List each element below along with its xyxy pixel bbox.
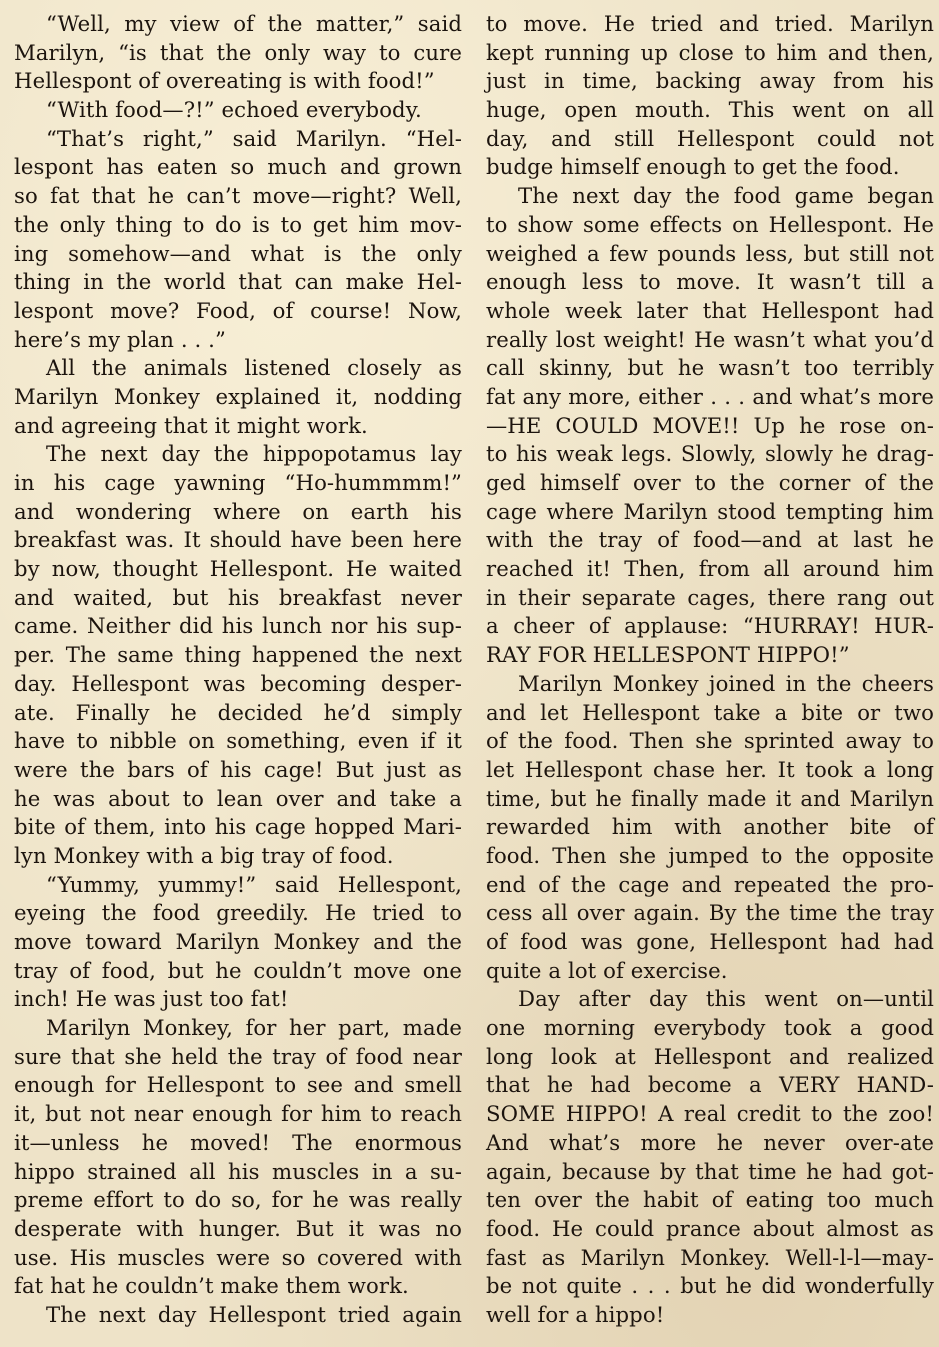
text-line: weighed a few pounds less, but still not (486, 240, 934, 266)
text-line: of food was gone, Hellespont had had (486, 929, 934, 954)
text-line: kept running up close to him and then, (486, 39, 934, 65)
text-line: Marilyn Monkey, for her part, made (46, 1015, 462, 1041)
text-line: let Hellespont chase her. It took a long (486, 756, 934, 782)
text-line: Marilyn, “is that the only way to cure (14, 39, 462, 65)
text-line: The next day the food game began (518, 183, 934, 209)
text-line: to move. He tried and tried. Marilyn (486, 11, 934, 36)
text-line: enough less to move. It wasn’t till a (486, 269, 934, 295)
text-line: really lost weight! He wasn’t what you’d (486, 326, 934, 352)
text-line: one morning everybody took a good (486, 1015, 934, 1041)
text-line: call skinny, but he wasn’t too terribly (486, 355, 934, 381)
text-line: to show some effects on Hellespont. He (486, 211, 934, 237)
text-line: huge, open mouth. This went on all (486, 97, 934, 123)
text-line: fast as Marilyn Monkey. Well-l-l—may- (486, 1244, 934, 1270)
text-line: lespont has eaten so much and grown (14, 154, 462, 180)
text-line: lyn Monkey with a big tray of food. (14, 842, 394, 868)
text-line: end of the cage and repeated the pro- (486, 871, 934, 897)
text-line: rewarded him with another bite of (486, 814, 934, 840)
text-line: the only thing to do is to get him mov- (14, 211, 462, 237)
text-line: with the tray of food—and at last he (486, 527, 934, 553)
text-line: bite of them, into his cage hopped Mari- (14, 814, 462, 840)
text-line: came. Neither did his lunch nor his sup- (14, 613, 462, 639)
text-line: “Yummy, yummy!” said Hellespont, (46, 871, 462, 897)
text-line: “Well, my view of the matter,” said (46, 11, 462, 36)
text-line: enough for Hellespont to see and smell (14, 1072, 462, 1098)
text-line: cess all over again. By the time the tray (486, 900, 934, 926)
text-line: whole week later that Hellespont had (486, 297, 934, 323)
text-line: use. His muscles were so covered with (14, 1244, 462, 1270)
text-line: time, but he finally made it and Marilyn (486, 785, 934, 811)
text-line: hippo strained all his muscles in a su- (14, 1158, 462, 1184)
text-line: reached it! Then, from all around him (486, 556, 934, 582)
text-line: quite a lot of exercise. (486, 957, 728, 983)
text-line: it, but not near enough for him to reach (14, 1101, 462, 1127)
text-line: were the bars of his cage! But just as (14, 756, 462, 782)
text-line: so fat that he can’t move—right? Well, (14, 183, 462, 209)
text-line: well for a hippo! (486, 1301, 665, 1327)
text-line: and wondering where on earth his (14, 498, 462, 524)
text-line: per. The same thing happened the next (14, 642, 462, 668)
text-line: budge himself enough to get the food. (486, 154, 900, 180)
text-line: food. Then she jumped to the opposite (486, 842, 934, 868)
text-line: and waited, but his breakfast never (14, 584, 462, 610)
text-line: a cheer of applause: “HURRAY! HUR- (486, 613, 934, 639)
text-line: The next day the hippopotamus lay (46, 441, 462, 467)
text-line: food. He could prance about almost as (486, 1215, 934, 1241)
text-line: day. Hellespont was becoming desper- (14, 670, 462, 696)
text-line: desperate with hunger. But it was no (14, 1215, 462, 1241)
text-line: Marilyn Monkey joined in the cheers (518, 670, 934, 696)
text-line: tray of food, but he couldn’t move one (14, 957, 462, 983)
text-line: eyeing the food greedily. He tried to (14, 900, 462, 926)
text-line: by now, thought Hellespont. He waited (14, 556, 462, 582)
text-line: —HE COULD MOVE!! Up he rose on- (486, 412, 934, 438)
text-line: just in time, backing away from his (486, 68, 934, 94)
text-line: and let Hellespont take a bite or two (486, 699, 934, 725)
text-line: be not quite . . . but he did wonderfully (486, 1273, 934, 1299)
text-line: ten over the habit of eating too much (486, 1187, 934, 1213)
text-line: here’s my plan . . .” (14, 326, 226, 352)
text-line: And what’s more he never over-ate (486, 1129, 934, 1155)
text-line: The next day Hellespont tried again (46, 1301, 462, 1327)
text-line: of the food. Then she sprinted away to (486, 728, 934, 754)
text-line: move toward Marilyn Monkey and the (14, 929, 462, 954)
text-line: Marilyn Monkey explained it, nodding (14, 383, 462, 409)
text-line: lespont move? Food, of course! Now, (14, 297, 462, 323)
text-line: fat any more, either . . . and what’s more (486, 383, 934, 409)
text-line: long look at Hellespont and realized (486, 1043, 934, 1069)
text-line: thing in the world that can make Hel- (14, 269, 462, 295)
text-line: RAY FOR HELLESPONT HIPPO!” (486, 642, 850, 668)
text-line: to his weak legs. Slowly, slowly he drag- (486, 441, 934, 467)
text-line: in his cage yawning “Ho-hummmm!” (14, 470, 462, 495)
text-line: cage where Marilyn stood tempting him (486, 498, 934, 524)
text-line: ing somehow—and what is the only (14, 240, 462, 266)
text-line: breakfast was. It should have been here (14, 527, 462, 553)
text-line: All the animals listened closely as (46, 355, 462, 381)
text-line: again, because by that time he had got- (486, 1158, 934, 1184)
text-line: in their separate cages, there rang out (486, 584, 934, 610)
text-line: day, and still Hellespont could not (486, 125, 934, 151)
text-line: ged himself over to the corner of the (486, 470, 934, 495)
right-text-column (486, 10, 934, 1330)
text-line: Hellespont of overeating is with food!” (14, 68, 435, 94)
text-line: and agreeing that it might work. (14, 412, 368, 438)
text-line: that he had become a VERY HAND- (486, 1072, 934, 1098)
text-line: Day after day this went on—until (518, 986, 934, 1012)
text-line: fat hat he couldn’t make them work. (14, 1273, 409, 1299)
text-line: “That’s right,” said Marilyn. “Hel- (46, 125, 462, 151)
text-line: it—unless he moved! The enormous (14, 1129, 462, 1155)
text-line: preme effort to do so, for he was really (14, 1187, 462, 1213)
text-line: he was about to lean over and take a (14, 785, 462, 811)
text-line: SOME HIPPO! A real credit to the zoo! (486, 1101, 934, 1127)
text-line: sure that she held the tray of food near (14, 1043, 462, 1069)
text-line: have to nibble on something, even if it (14, 728, 462, 754)
text-line: ate. Finally he decided he’d simply (14, 699, 462, 725)
text-line: inch! He was just too fat! (14, 986, 289, 1012)
text-line: “With food—?!” echoed everybody. (46, 97, 422, 123)
left-text-column (14, 10, 462, 1330)
